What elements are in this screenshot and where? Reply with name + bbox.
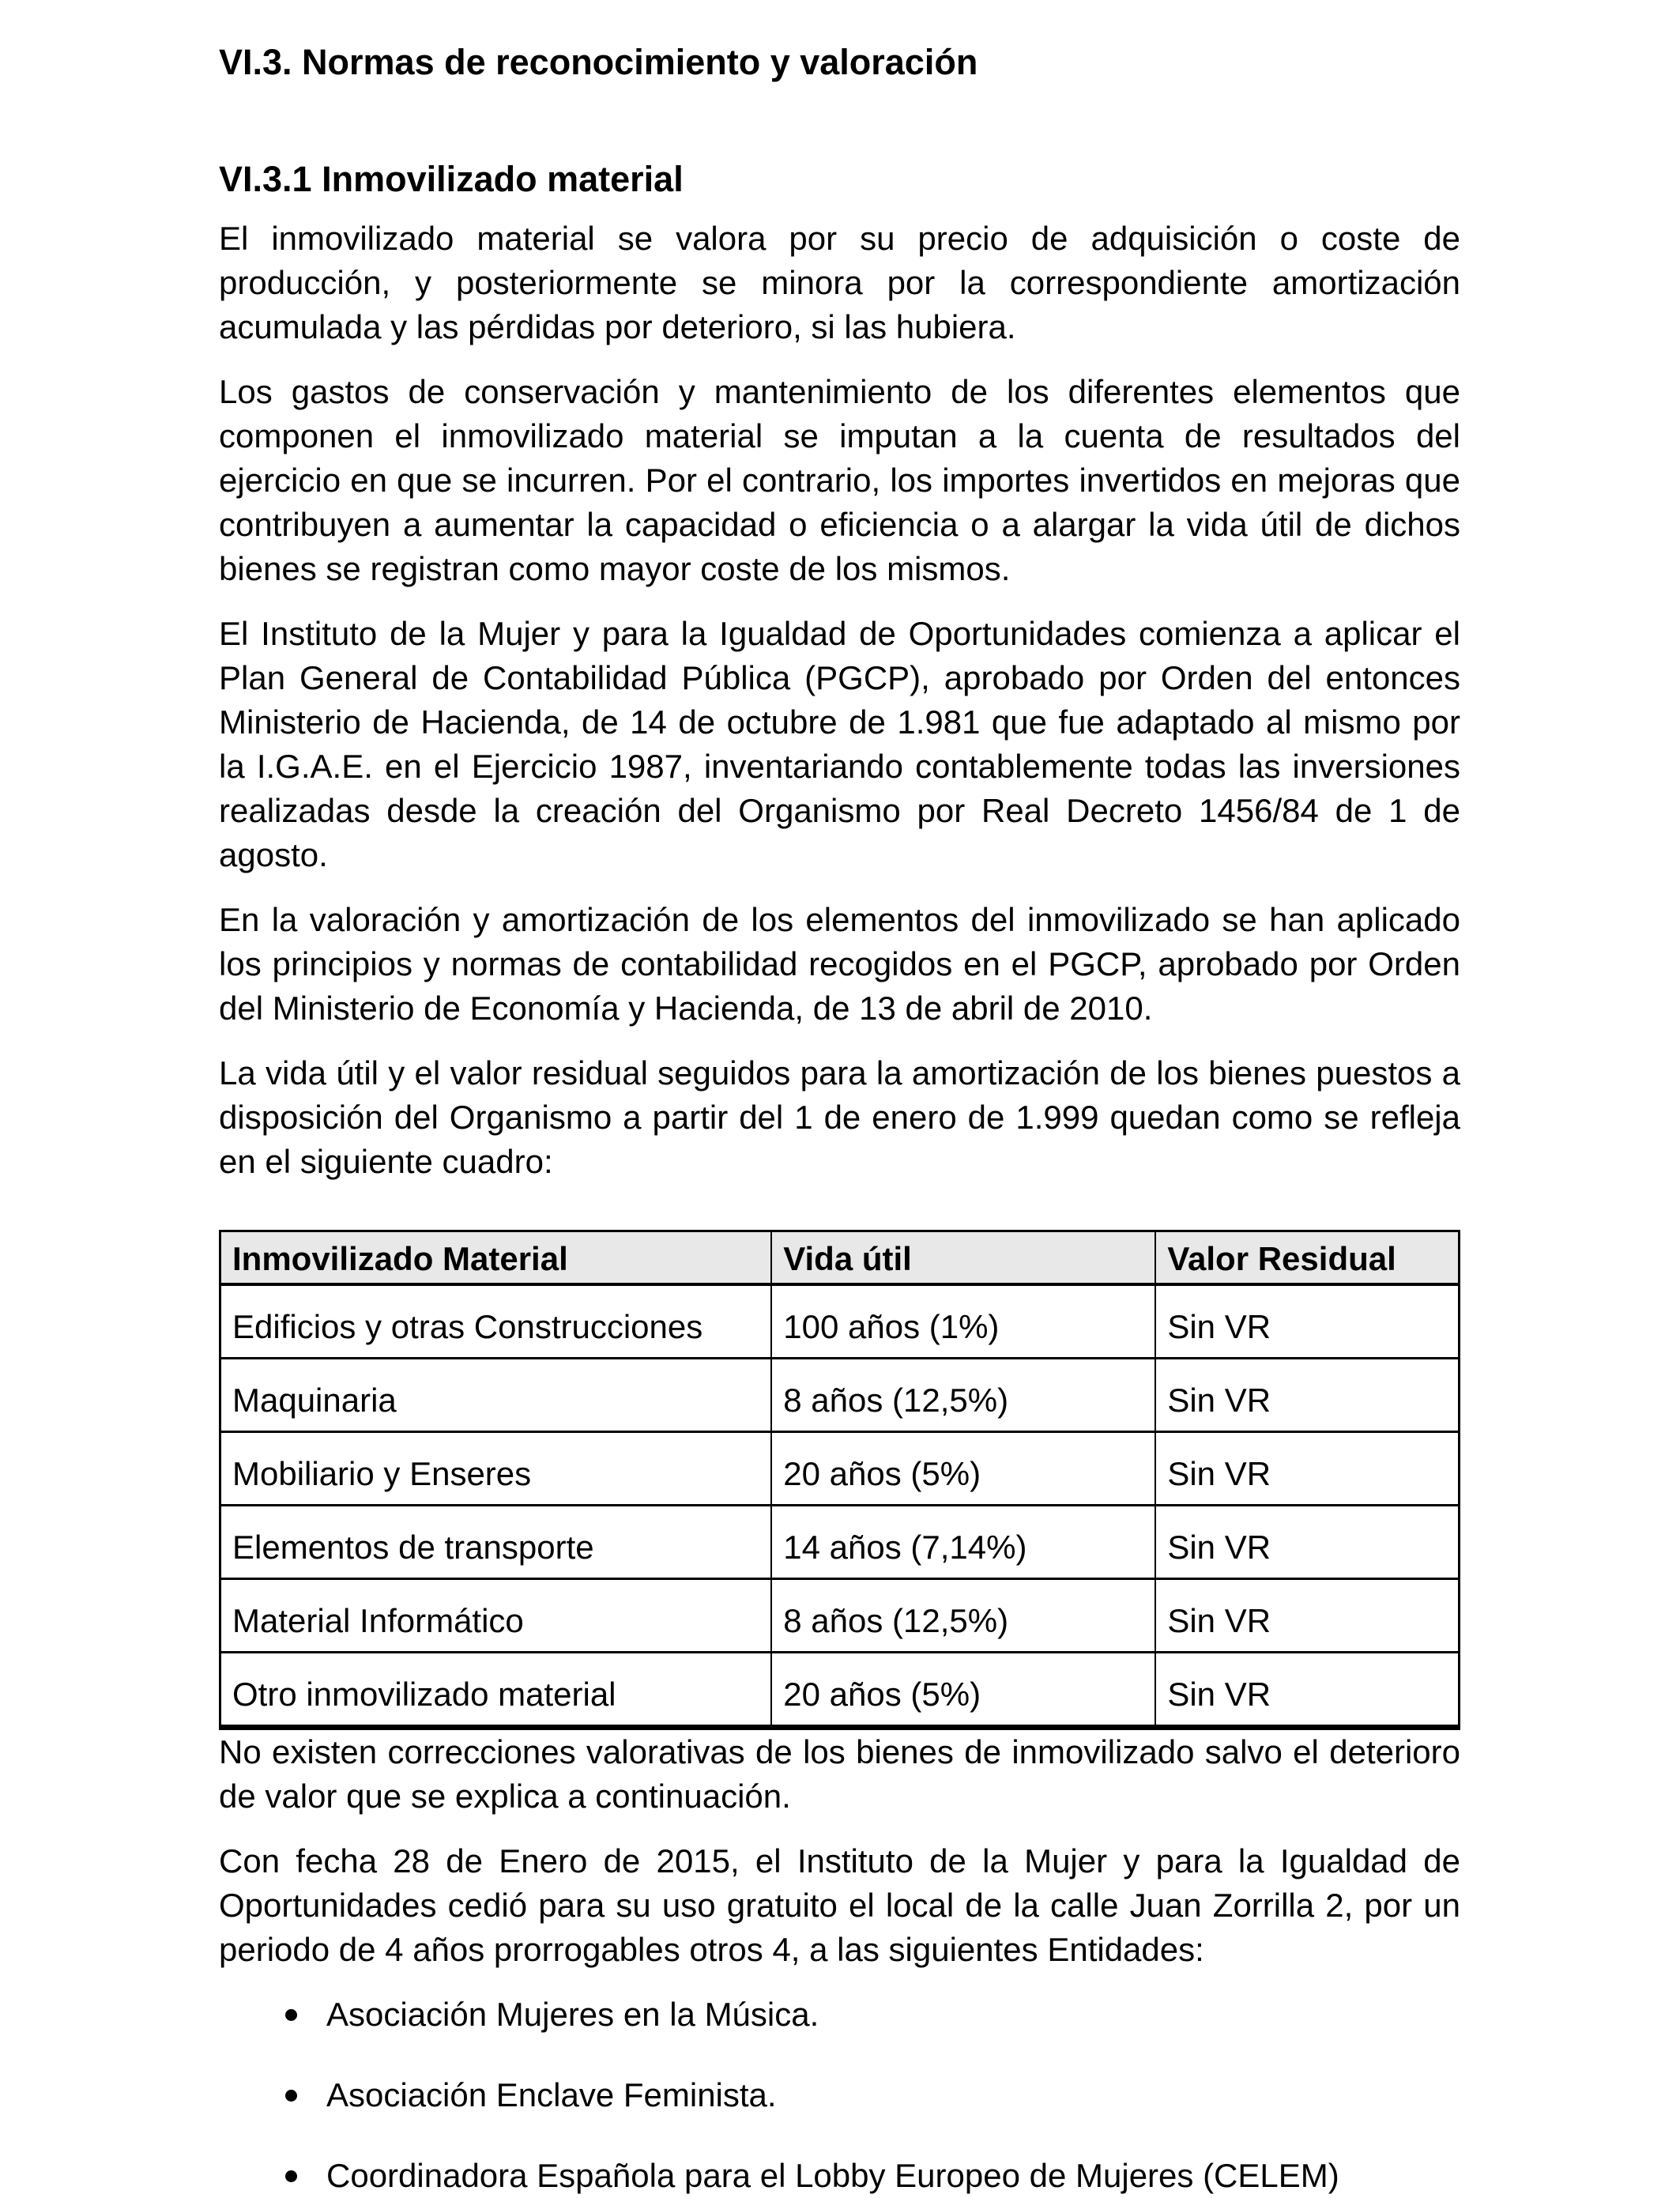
cell-asset-type: Otro inmovilizado material bbox=[220, 1653, 772, 1728]
page-title: VI.3. Normas de reconocimiento y valoración bbox=[219, 42, 978, 82]
paragraph-cession-2015: Con fecha 28 de Enero de 2015, el Instituto de la Mujer y para la Igualdad de Oportunidades cedió para su uso gratuito el local de la calle Juan Zorrilla 2, por un periodo de 4 años prorrogables otros 4, a las siguientes Entidades: bbox=[219, 1842, 1460, 1968]
table-row bbox=[220, 1506, 1460, 1579]
cell-asset-type: Material Informático bbox=[220, 1579, 772, 1653]
table-header-row bbox=[220, 1231, 1460, 1285]
cell-useful-life: 20 años (5%) bbox=[771, 1432, 1155, 1506]
list-item-label: Asociación Enclave Feminista. bbox=[326, 2076, 777, 2113]
cell-useful-life: 14 años (7,14%) bbox=[771, 1506, 1155, 1579]
column-header-valor-residual: Valor Residual bbox=[1155, 1231, 1459, 1285]
paragraph-principles-applied: En la valoración y amortización de los elementos del inmovilizado se han aplicado los principios y normas de contabilidad recogidos en el PGCP, aprobado por Orden del Ministerio de Economía y Hacienda, de 13 de abril de 2010. bbox=[219, 901, 1460, 1027]
paragraph-maintenance-costs: Los gastos de conservación y mantenimiento de los diferentes elementos que componen el inmovilizado material se imputan a la cuenta de resultados del ejercicio en que se incurren. Por el contrario, los importes invertidos en mejoras que contribuyen a aumentar la capacidad o eficiencia o a alargar la vida útil de dichos bienes se registran como mayor coste de los mismos. bbox=[219, 373, 1460, 587]
bullet-icon bbox=[285, 2009, 297, 2021]
paragraph-useful-life-intro: La vida útil y el valor residual seguidos para la amortización de los bienes puestos a disposición del Organismo a partir del 1 de enero de 1.999 quedan como se refleja en el siguiente cuadro: bbox=[219, 1054, 1460, 1180]
list-item-label: Asociación Mujeres en la Música. bbox=[326, 1996, 819, 2033]
paragraph-no-corrections: No existen correcciones valorativas de los bienes de inmovilizado salvo el deterioro de valor que se explica a continuación. bbox=[219, 1733, 1460, 1815]
cell-useful-life: 8 años (12,5%) bbox=[771, 1579, 1155, 1653]
list-item-label: Coordinadora Española para el Lobby Europeo de Mujeres (CELEM) bbox=[326, 2157, 1339, 2194]
cell-asset-type: Mobiliario y Enseres bbox=[220, 1432, 772, 1506]
cell-residual-value: Sin VR bbox=[1155, 1432, 1459, 1506]
entity-list bbox=[219, 1993, 1460, 2198]
paragraph-valuation: El inmovilizado material se valora por su precio de adquisición o coste de producción, y posteriormente se minora por la correspondiente amortización acumulada y las pérdidas por deterioro, si las hubiera. bbox=[219, 220, 1460, 345]
cell-residual-value: Sin VR bbox=[1155, 1653, 1459, 1728]
cell-useful-life: 20 años (5%) bbox=[771, 1653, 1155, 1728]
table-row bbox=[220, 1359, 1460, 1432]
table-row bbox=[220, 1653, 1460, 1728]
table-row bbox=[220, 1284, 1460, 1359]
cell-useful-life: 100 años (1%) bbox=[771, 1284, 1155, 1359]
paragraph-pgcp-adoption: El Instituto de la Mujer y para la Igualdad de Oportunidades comienza a aplicar el Plan General de Contabilidad Pública (PGCP), aprobado por Orden del entonces Ministerio de Hacienda, de 14 de octubre de 1.981 que fue adaptado al mismo por la I.G.A.E. en el Ejercicio 1987, inventariando contablemente todas las inversiones realizadas desde la creación del Organismo por Real Decreto 1456/84 de 1 de agosto. bbox=[219, 615, 1460, 873]
cell-residual-value: Sin VR bbox=[1155, 1506, 1459, 1579]
column-header-inmovilizado-material: Inmovilizado Material bbox=[220, 1231, 772, 1285]
table-row bbox=[220, 1432, 1460, 1506]
list-item bbox=[285, 2073, 1460, 2117]
section-title: VI.3.1 Inmovilizado material bbox=[219, 159, 684, 199]
cell-residual-value: Sin VR bbox=[1155, 1579, 1459, 1653]
useful-life-table bbox=[219, 1230, 1460, 1730]
cell-asset-type: Elementos de transporte bbox=[220, 1506, 772, 1579]
column-header-vida-util: Vida útil bbox=[771, 1231, 1155, 1285]
cell-useful-life: 8 años (12,5%) bbox=[771, 1359, 1155, 1432]
cell-asset-type: Edificios y otras Construcciones bbox=[220, 1284, 772, 1359]
cell-residual-value: Sin VR bbox=[1155, 1359, 1459, 1432]
table-row bbox=[220, 1579, 1460, 1653]
bullet-icon bbox=[285, 2170, 297, 2182]
bullet-icon bbox=[285, 2090, 297, 2102]
list-item bbox=[285, 2154, 1460, 2198]
list-item bbox=[285, 1993, 1460, 2037]
cell-residual-value: Sin VR bbox=[1155, 1284, 1459, 1359]
cell-asset-type: Maquinaria bbox=[220, 1359, 772, 1432]
